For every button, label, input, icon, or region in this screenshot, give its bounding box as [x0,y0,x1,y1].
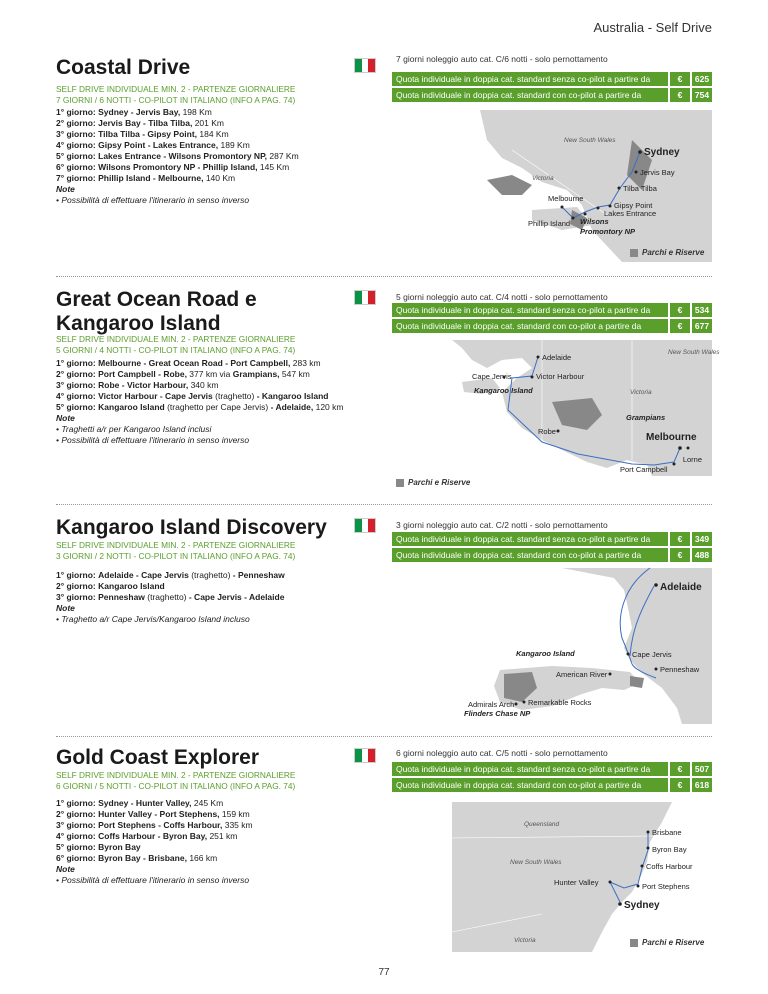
rental-info: 7 giorni noleggio auto cat. C/6 notti - solo pernottamento [396,54,608,64]
map-label-adelaide: Adelaide [660,582,702,593]
map-label-hunter-valley: Hunter Valley [554,878,599,887]
note-title: Note [56,864,75,874]
map-label-jervis-bay: Jervis Bay [640,168,675,177]
map-label-admirals-arch: Admirals Arch [468,700,515,709]
map-label-victoria: Victoria [514,937,536,944]
itinerary [56,107,376,206]
legend-swatch [396,479,404,487]
map-label-nsw: New South Wales [510,859,562,866]
map-label-tilba-tilba: Tilba Tilba [623,184,657,193]
legend-parks: Parchi e Riserve [630,938,704,947]
itinerary-day: 2° giorno: Kangaroo Island [56,581,165,591]
itinerary-day: 3° giorno: Port Stephens - Coffs Harbour, 335 km [56,820,253,830]
price-row: Quota individuale in doppia cat. standard senza co-pilot a partire da € 507 [392,762,712,776]
map-label-remarkable-rocks: Remarkable Rocks [528,698,592,707]
section-divider [56,736,712,737]
note-item: • Possibilità di effettuare l'itinerario in senso inverso [56,875,250,885]
italian-flag-icon [354,748,376,763]
itinerary [56,570,376,625]
price-row: Quota individuale in doppia cat. standard con co-pilot a partire da € 618 [392,778,712,792]
map-label-penneshaw: Penneshaw [660,665,700,674]
map-label-victor-harbour: Victor Harbour [536,372,585,381]
section-subtitle: SELF DRIVE INDIVIDUALE MIN. 2 - PARTENZE GIORNALIERE 5 GIORNI / 4 NOTTI - CO-PILOT IN ITALIANO (INFO A PAG. 74) [56,334,296,355]
section-divider [56,276,712,277]
section-title: Gold Coast Explorer [56,746,260,769]
price-row: Quota individuale in doppia cat. standard con co-pilot a partire da € 754 [392,88,712,102]
map-label-american-river: American River [556,670,608,679]
itinerary-day: 3° giorno: Penneshaw (traghetto) - Cape Jervis - Adelaide [56,592,285,602]
price-row: Quota individuale in doppia cat. standard senza co-pilot a partire da € 534 [392,303,712,317]
map-label-kangaroo-island: Kangaroo Island [474,386,533,395]
map-label-sydney: Sydney [624,900,660,911]
italian-flag-icon [354,518,376,533]
route-map-gold-coast [392,802,712,952]
legend-swatch [630,939,638,947]
map-label-melbourne: Melbourne [548,194,584,203]
map-label-promontory: Promontory NP [580,227,636,236]
route-map-great-ocean-road [392,340,720,476]
map-label-port-campbell: Port Campbell [620,465,668,474]
itinerary-day: 6° giorno: Wilsons Promontory NP - Phillip Island, 145 Km [56,162,290,172]
itinerary-day: 5° giorno: Lakes Entrance - Wilsons Promontory NP, 287 Km [56,151,299,161]
map-label-melbourne: Melbourne [646,432,697,443]
itinerary-day: 1° giorno: Sydney - Jervis Bay, 198 Km [56,107,212,117]
itinerary [56,798,376,886]
section-great-ocean-road [56,286,720,492]
map-label-victoria: Victoria [630,389,652,396]
rental-info: 3 giorni noleggio auto cat. C/2 notti - solo pernottamento [396,520,608,530]
legend-swatch [630,249,638,257]
itinerary-day: 6° giorno: Byron Bay - Brisbane, 166 km [56,853,218,863]
rental-info: 6 giorni noleggio auto cat. C/5 notti - solo pernottamento [396,748,608,758]
section-kangaroo-island-discovery [56,512,712,724]
page-number: 77 [378,967,390,978]
map-label-gipsy-point: Gipsy Point [614,201,653,210]
italian-flag-icon [354,290,376,305]
note-item: • Possibilità di effettuare l'itinerario in senso inverso [56,195,250,205]
map-label-nsw: New South Wales [564,137,616,144]
itinerary-day: 5° giorno: Kangaroo Island (traghetto per Cape Jervis) - Adelaide, 120 km [56,402,344,412]
map-label-lakes-entrance: Lakes Entrance [604,209,657,218]
itinerary-day: 2° giorno: Port Campbell - Robe, 377 km via Grampians, 547 km [56,369,310,379]
map-label-lorne: Lorne [682,455,702,464]
itinerary-day: 3° giorno: Robe - Victor Harbour, 340 km [56,380,219,390]
map-label-victoria: Victoria [532,175,554,182]
itinerary-day: 1° giorno: Sydney - Hunter Valley, 245 Km [56,798,224,808]
itinerary-day: 4° giorno: Victor Harbour - Cape Jervis (traghetto) - Kangaroo Island [56,391,329,401]
section-subtitle: SELF DRIVE INDIVIDUALE MIN. 2 - PARTENZE GIORNALIERE 3 GIORNI / 2 NOTTI - CO-PILOT IN ITALIANO (INFO A PAG. 74) [56,540,296,561]
note-item: • Possibilità di effettuare l'itinerario in senso inverso [56,435,250,445]
itinerary-day: 7° giorno: Phillip Island - Melbourne, 140 Km [56,173,236,183]
legend-parks: Parchi e Riserve [630,248,704,257]
map-label-robe: Robe [538,427,556,436]
note-title: Note [56,184,75,194]
price-row: Quota individuale in doppia cat. standard con co-pilot a partire da € 677 [392,319,712,333]
map-label-coffs-harbour: Coffs Harbour [646,862,693,871]
page-header: Australia - Self Drive [593,20,712,35]
map-label-sydney: Sydney [644,147,680,158]
itinerary-day: 2° giorno: Jervis Bay - Tilba Tilba, 201 Km [56,118,224,128]
itinerary-day: 4° giorno: Coffs Harbour - Byron Bay, 251 km [56,831,238,841]
note-title: Note [56,413,75,423]
map-label-flinders-chase: Flinders Chase NP [464,709,531,718]
section-divider [56,504,712,505]
map-label-cape-jervis: Cape Jervis [632,650,672,659]
map-label-queensland: Queensland [524,821,560,828]
section-subtitle: SELF DRIVE INDIVIDUALE MIN. 2 - PARTENZE GIORNALIERE 7 GIORNI / 6 NOTTI - CO-PILOT IN ITALIANO (INFO A PAG. 74) [56,84,296,105]
map-label-wilsons: Wilsons [580,217,609,226]
map-label-grampians: Grampians [626,413,666,422]
itinerary-day: 2° giorno: Hunter Valley - Port Stephens, 159 km [56,809,250,819]
rental-info: 5 giorni noleggio auto cat. C/4 notti - solo pernottamento [396,292,608,302]
price-row: Quota individuale in doppia cat. standard senza co-pilot a partire da € 349 [392,532,712,546]
map-label-port-stephens: Port Stephens [642,882,690,891]
route-map-coastal [392,110,712,262]
itinerary-day: 3° giorno: Tilba Tilba - Gipsy Point, 184 Km [56,129,229,139]
section-title: Kangaroo Island Discovery [56,516,327,539]
route-map-kangaroo-island [392,568,712,724]
note-item: • Traghetti a/r per Kangaroo Island inclusi [56,424,212,434]
legend-parks: Parchi e Riserve [396,478,470,487]
map-label-byron-bay: Byron Bay [652,845,687,854]
map-label-kangaroo-island: Kangaroo Island [516,649,575,658]
map-label-nsw: New South Wales [668,349,720,356]
itinerary-day: 1° giorno: Melbourne - Great Ocean Road - Port Campbell, 283 km [56,358,321,368]
map-label-cape-jervis: Cape Jervis [472,372,512,381]
section-title: Great Ocean Road e Kangaroo Island [56,288,257,335]
itinerary-day: 5° giorno: Byron Bay [56,842,141,852]
price-row: Quota individuale in doppia cat. standard senza co-pilot a partire da € 625 [392,72,712,86]
price-row: Quota individuale in doppia cat. standard con co-pilot a partire da € 488 [392,548,712,562]
itinerary-day: 1° giorno: Adelaide - Cape Jervis (traghetto) - Penneshaw [56,570,285,580]
itinerary-day: 4° giorno: Gipsy Point - Lakes Entrance, 189 Km [56,140,250,150]
note-item: • Traghetto a/r Cape Jervis/Kangaroo Island incluso [56,614,250,624]
section-subtitle: SELF DRIVE INDIVIDUALE MIN. 2 - PARTENZE GIORNALIERE 6 GIORNI / 5 NOTTI - CO-PILOT IN ITALIANO (INFO A PAG. 74) [56,770,296,791]
map-label-brisbane: Brisbane [652,828,682,837]
section-gold-coast-explorer [56,742,712,954]
section-coastal-drive [56,50,712,264]
section-title: Coastal Drive [56,56,191,79]
map-label-phillip-island: Phillip Island [528,219,571,228]
map-label-adelaide: Adelaide [542,353,572,362]
note-title: Note [56,603,75,613]
itinerary [56,358,376,446]
italian-flag-icon [354,58,376,73]
